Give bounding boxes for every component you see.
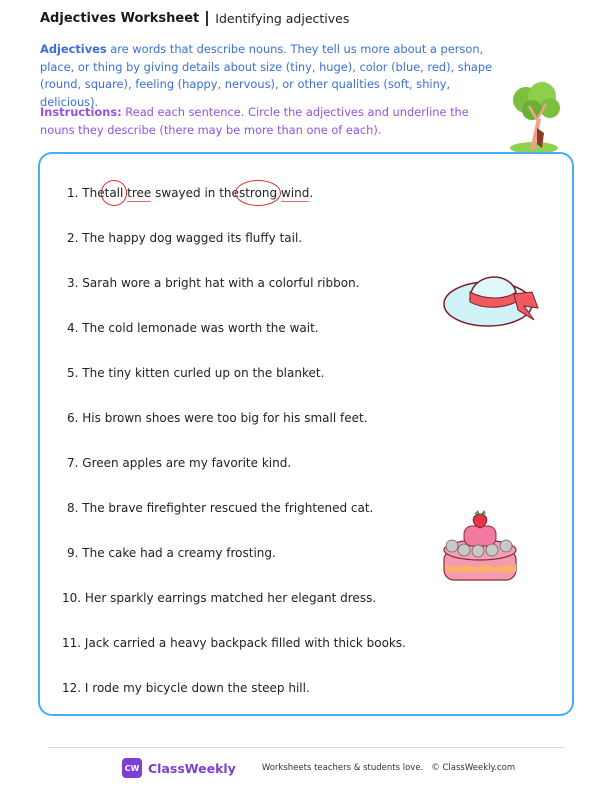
question-item: 9. The cake had a creamy frosting. xyxy=(67,546,276,560)
footer-divider xyxy=(48,747,564,748)
question-item: 3. Sarah wore a bright hat with a colorful ribbon. xyxy=(67,276,360,290)
question-item: 6. His brown shoes were too big for his small feet. xyxy=(67,411,368,425)
question-1-example: 1. Thetall tree swayed in thestrong wind. xyxy=(67,186,314,200)
question-item: 2. The happy dog wagged its fluffy tail. xyxy=(67,231,303,245)
circled-adjective: tall xyxy=(104,186,124,200)
footer-tagline: Worksheets teachers & students love. xyxy=(261,763,424,773)
worksheet-title: Adjectives Worksheet xyxy=(40,11,200,26)
underlined-noun: wind xyxy=(280,186,310,200)
hat-illustration-icon xyxy=(440,262,550,332)
question-item: 12. I rode my bicycle down the steep hill. xyxy=(62,681,310,695)
circled-adjective: strong xyxy=(238,186,278,200)
intro-lead: Adjectives xyxy=(40,42,107,56)
title-divider xyxy=(206,11,208,26)
question-item: 11. Jack carried a heavy backpack filled with thick books. xyxy=(62,636,406,650)
tree-illustration-icon xyxy=(504,78,564,158)
question-item: 5. The tiny kitten curled up on the blanket. xyxy=(67,366,325,380)
worksheet-subtitle: Identifying adjectives xyxy=(215,11,350,26)
footer xyxy=(122,758,515,778)
instructions-text: Read each sentence. Circle the adjectives and underline the nouns they describe (there may be more than one of each). xyxy=(40,105,469,137)
question-item: 10. Her sparkly earrings matched her elegant dress. xyxy=(62,591,377,605)
brand-name: ClassWeekly xyxy=(148,760,236,776)
worksheet-header xyxy=(40,11,349,26)
question-item: 8. The brave firefighter rescued the frightened cat. xyxy=(67,501,374,515)
underlined-noun: tree xyxy=(127,186,152,200)
intro-text: are words that describe nouns. They tell us more about a person, place, or thing by giving details about size (tiny, huge), color (blue, red), shape (round, square), feeling (happy, nervous), or other qualities (soft, shiny, delicious). xyxy=(40,42,493,109)
instructions-paragraph xyxy=(40,104,490,139)
instructions-lead: Instructions: xyxy=(40,105,122,119)
classweekly-logo-icon: CW xyxy=(122,758,142,778)
intro-paragraph xyxy=(40,41,510,111)
question-item: 7. Green apples are my favorite kind. xyxy=(67,456,292,470)
cake-illustration-icon xyxy=(440,508,520,586)
question-item: 4. The cold lemonade was worth the wait. xyxy=(67,321,319,335)
footer-copyright: © ClassWeekly.com xyxy=(431,763,516,773)
